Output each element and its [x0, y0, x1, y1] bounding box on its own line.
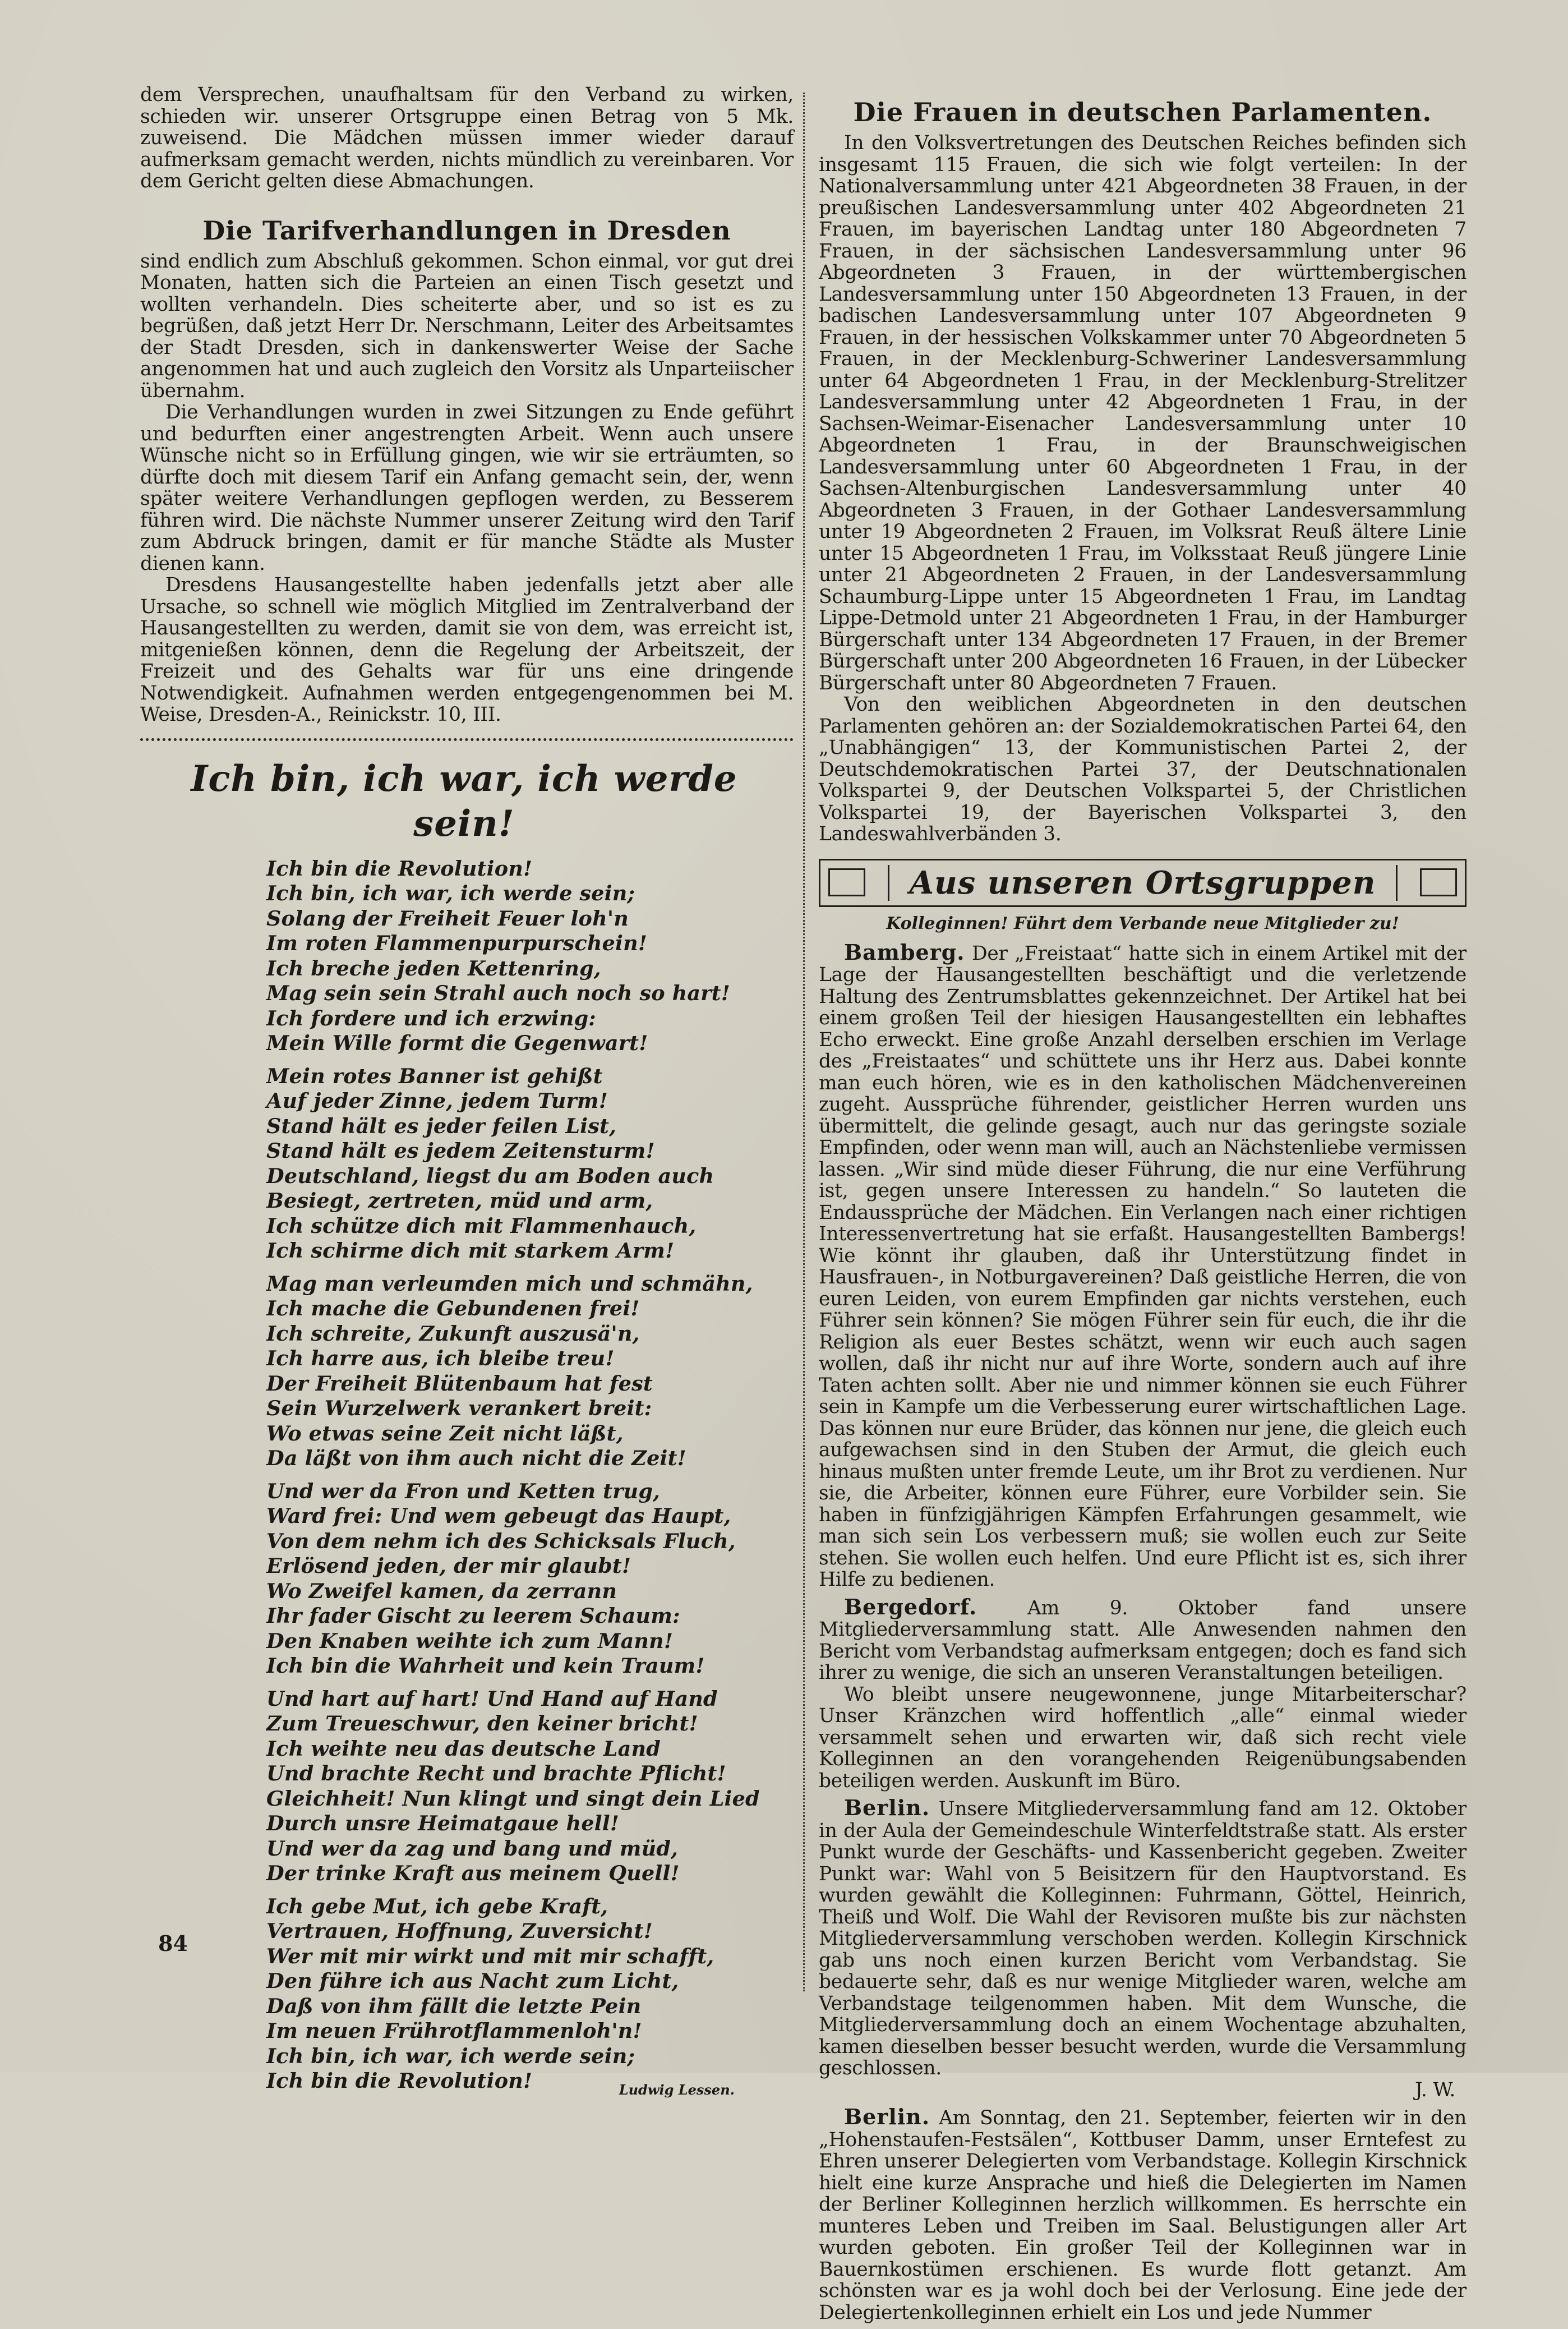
poem-stanza — [266, 1272, 794, 1471]
poem-stanza — [266, 857, 794, 1056]
section-slogan: Kolleginnen! Führt dem Verbande neue Mitglieder zu! — [819, 913, 1466, 935]
poem-line: Durch unsre Heimatgaue hell! — [266, 1811, 794, 1836]
poem-stanza — [266, 1064, 794, 1264]
report-text: Am 9. Oktober fand unsere Mitgliederversammlung statt. Alle Anwesenden nahmen den Bericht vom Verbandstag aufmerksam entgegen; doch es fand sich ihrer zu wenige, die sich an unseren Veranstaltungen beteiligen. — [819, 1597, 1466, 1684]
poem-line: Ich schütze dich mit Flammenhauch, — [266, 1214, 794, 1239]
poem-line: Erlösend jeden, der mir glaubt! — [266, 1554, 794, 1579]
left-column — [140, 84, 794, 2008]
poem-line: Ich fordere und ich erzwing: — [266, 1006, 794, 1032]
poem-line: Deutschland, liegst du am Boden auch — [266, 1164, 794, 1189]
decorative-box-right — [1420, 868, 1457, 896]
poem-stanza — [266, 1687, 794, 1886]
poem-line: Ich bin die Revolution! — [266, 2069, 794, 2094]
article-body-parliaments — [819, 132, 1466, 845]
poem-line: Der trinke Kraft aus meinem Quell! — [266, 1861, 794, 1886]
poem-line: Zum Treueschwur, den keiner bricht! — [266, 1711, 794, 1737]
report-item — [819, 1596, 1466, 1798]
poem-title: Ich bin, ich war, ich werde sein! — [135, 757, 794, 846]
poem-line: Ich weihte neu das deutsche Land — [266, 1737, 794, 1762]
paragraph: sind endlich zum Abschluß gekommen. Schon einmal, vor gut drei Monaten, hatten sich die Parteien an einen Tisch gesetzt und wollten verhandeln. Dies scheiterte aber, und so ist es zu begrüßen, daß jetzt Herr Dr. Nerschmann, Leiter des Arbeitsamtes der Stadt Dresden, sich in dankenswerter Weise der Sache angenommen hat und auch zugleich den Vorsitz als Unparteiischer übernahm. — [140, 251, 794, 402]
poem-author: Ludwig Lessen. — [140, 2082, 735, 2098]
poem-line: Ich schreite, Zukunft auszusä'n, — [266, 1322, 794, 1347]
poem-line: Ich bin, ich war, ich werde sein; — [266, 881, 794, 906]
poem-line: Den Knaben weihte ich zum Mann! — [266, 1629, 794, 1654]
poem-line: Und brachte Recht und brachte Pflicht! — [266, 1761, 794, 1787]
poem-line: Und hart auf hart! Und Hand auf Hand — [266, 1687, 794, 1712]
dotted-divider — [140, 738, 794, 741]
report-signature: J. W. — [819, 2079, 1466, 2101]
poem-line: Der Freiheit Blütenbaum hat fest — [266, 1371, 794, 1397]
paragraph: Von den weiblichen Abgeordneten in den deutschen Parlamenten gehören an: der Sozialdemokratischen Partei 64, den „Unabhängigen“ 13, der Kommunistischen Partei 2, der Deutschdemokratischen Partei 37, der Deutschnationalen Volkspartei 9, der Deutschen Volkspartei 5, der Christlichen Volkspartei 19, der Bayerischen Volkspartei 3, den Landeswahlverbänden 3. — [819, 694, 1466, 845]
poem-stanza — [266, 1894, 794, 2094]
section-header-box — [819, 859, 1466, 907]
poem-line: Mein rotes Banner ist gehißt — [266, 1064, 794, 1089]
poem-line: Da läßt von ihm auch nicht die Zeit! — [266, 1446, 794, 1471]
report-text: Wo bleibt unsere neugewonnene, junge Mitarbeiterschar? Unser Kränzchen wird hoffentlich „alle“ einmal wieder versammelt sehen und erwarten wir, daß sich recht viele Kolleginnen an den vorangehenden Reigenübungsabenden beteiligen werden. Auskunft im Büro. — [819, 1683, 1466, 1792]
report-text: Am Sonntag, den 21. September, feierten wir in den „Hohenstaufen-Festsälen“, Kottbuser Damm, unser Erntefest zu Ehren unserer Delegierten vom Verbandstage. Kollegin Kirschnick hielt eine kurze Ansprache und hieß die Delegierten im Namen der Berliner Kolleginnen herzlich willkommen. Es herrschte ein munteres Leben und Treiben im Saal. Belustigungen aller Art wurden geboten. Ein großer Teil der Kolleginnen war in Bauernkostümen erschienen. Es wurde flott getanzt. Am schönsten war es ja wohl doch bei der Verlosung. Eine jede der Delegiertenkolleginnen erhielt ein Los und jede Nummer — [819, 2107, 1466, 2324]
poem-line: Im neuen Frührotflammenloh'n! — [266, 2019, 794, 2044]
article-heading-parliaments: Die Frauen in deutschen Parlamenten. — [819, 96, 1466, 128]
poem-line: Mein Wille formt die Gegenwart! — [266, 1031, 794, 1056]
poem-line: Im roten Flammenpurpurschein! — [266, 931, 794, 956]
report-paragraph — [819, 942, 1466, 1591]
report-item — [819, 2106, 1466, 2329]
poem-line: Von dem nehm ich des Schicksals Fluch, — [266, 1529, 794, 1554]
poem-line: Ich gebe Mut, ich gebe Kraft, — [266, 1894, 794, 1920]
poem-line: Mag man verleumden mich und schmähn, — [266, 1272, 794, 1297]
poem-line: Ich harre aus, ich bleibe treu! — [266, 1346, 794, 1371]
report-place: Bamberg. — [844, 940, 965, 965]
poem-line: Und wer da Fron und Ketten trug, — [266, 1479, 794, 1504]
report-text: Unsere Mitgliederversammlung fand am 12. Oktober in der Aula der Gemeindeschule Winterfeldtstraße statt. Als erster Punkt wurde der Geschäfts- und Kassenbericht gegeben. Zweiter Punkt war: Wahl von 5 Beisitzern für den Hauptvorstand. Es wurden gewählt die Kolleginnen: Fuhrmann, Göttel, Heinrich, Theiß und Wolf. Die Wahl der Revisoren mußte bis zur nächsten Mitgliederversammlung verschoben werden. Kollegin Kirschnick gab uns noch einen kurzen Bericht vom Verbandstag. Sie bedauerte sehr, daß es nur wenige Mitglieder waren, welche am Verbandstage teilgenommen haben. Mit dem Wunsche, die Mitgliederversammlung doch an einem Wochentage abzuhalten, kamen dieselben besser besucht werden, wurde die Versammlung geschlossen. — [819, 1798, 1466, 2079]
report-place: Berlin. — [844, 1795, 930, 1820]
report-paragraph — [819, 1684, 1466, 1792]
report-item — [819, 1797, 1466, 2106]
paragraph: In den Volksvertretungen des Deutschen Reiches befinden sich insgesamt 115 Frauen, die sich wie folgt verteilen: In der Nationalversammlung unter 421 Abgeordneten 38 Frauen, in der preußischen Landesversammlung unter 402 Abgeordneten 21 Frauen, im bayerischen Landtag unter 180 Abgeordneten 7 Frauen, in der sächsischen Landesversammlung unter 96 Abgeordneten 3 Frauen, in der württembergischen Landesversammlung unter 150 Abgeordneten 13 Frauen, in der badischen Landesversammlung unter 107 Abgeordneten 9 Frauen, in der hessischen Volkskammer unter 70 Abgeordneten 5 Frauen, in der Mecklenburg-Schweriner Landesversammlung unter 64 Abgeordneten 1 Frau, in der Mecklenburg-Strelitzer Landesversammlung unter 42 Abgeordneten 1 Frau, in der Sachsen-Weimar-Eisenacher Landesversammlung unter 10 Abgeordneten 1 Frau, in der Braunschweigischen Landesversammlung unter 60 Abgeordneten 1 Frau, in der Sachsen-Altenburgischen Landesversammlung unter 40 Abgeordneten 3 Frauen, in der Gothaer Landesversammlung unter 19 Abgeordneten 2 Frauen, im Volksrat Reuß ältere Linie unter 15 Abgeordneten 1 Frau, im Volksstaat Reuß jüngere Linie unter 21 Abgeordneten 2 Frauen, in der Landesversammlung Schaumburg-Lippe unter 15 Abgeordneten 1 Frau, im Landtag Lippe-Detmold unter 21 Abgeordneten 1 Frau, in der Hamburger Bürgerschaft unter 134 Abgeordneten 17 Frauen, in der Bremer Bürgerschaft unter 200 Abgeordneten 16 Frauen, in der Lübecker Bürgerschaft unter 80 Abgeordneten 7 Frauen. — [819, 132, 1466, 694]
report-paragraph — [819, 1797, 1466, 2079]
article-body-dresden — [140, 251, 794, 726]
poem-line: Stand hält es jedem Zeitensturm! — [266, 1139, 794, 1164]
poem-line: Ich breche jeden Kettenring, — [266, 956, 794, 982]
poem-line: Gleichheit! Nun klingt und singt dein Lied — [266, 1787, 794, 1812]
local-reports — [819, 942, 1466, 2329]
poem-line: Ich bin die Wahrheit und kein Traum! — [266, 1654, 794, 1679]
report-text: Der „Freistaat“ hatte sich in einem Artikel mit der Lage der Hausangestellten beschäftigt und die verletzende Haltung des Zentrumsblattes gekennzeichnet. Der Artikel hat bei einem großen Teil der hiesigen Hausangestellten ein lebhaftes Echo erweckt. Eine große Anzahl derselben erschien im Verlage des „Freistaates“ und schüttete uns ihr Herz aus. Dabei konnte man euch hören, wie es in den katholischen Mädchenvereinen zugeht. Aussprüche führender, geistlicher Herren wurden uns übermittelt, die gelinde gesagt, auch nur das geringste soziale Empfinden, oder wenn man will, auch an Nächstenliebe vermissen lassen. „Wir sind müde dieser Führung, die nur eine Verführung ist, gegen unsere Interessen zu handeln.“ So lauteten die Endaussprüche der Mädchen. Ein Verlangen nach einer richtigen Interessenvertretung hat sie erfaßt. Hausangestellten Bambergs! Wie könnt ihr glauben, daß ihr Unterstützung findet in Hausfrauen-, in Notburgavereinen? Daß geistliche Herren, die von euren Leiden, von eurem Empfinden gar nichts verstehen, euch Führer sein können? Sie mögen Führer sein für euch, die ihr die Religion als euer Bestes schätzt, wenn wir euch auch sagen wollen, daß ihr nicht nur auf ihre Worte, sondern auch auf ihre Taten achten sollt. Aber nie und nimmer können sie euch Führer sein in Kampfe um die Verbesserung eurer wirtschaftlichen Lage. Das können nur eure Brüder, das können nur jene, die gleich euch aufgewachsen sind in den Stuben der Armut, die gleich euch hinaus mußten unter fremde Leute, um ihr Brot zu verdienen. Nur sie, die Arbeiter, können eure Führer, eure Vorbilder sein. Sie haben in fünfzigjährigen Kämpfen Erfahrungen gesammelt, wie man sich sein Los verbessern muß; sie wollen euch zur Seite stehen. Sie wollen euch helfen. Und eure Pflicht ist es, sich ihrer Hilfe zu bedienen. — [819, 942, 1466, 1591]
poem — [266, 857, 794, 2094]
poem-line: Vertrauen, Hoffnung, Zuversicht! — [266, 1919, 794, 1944]
poem-line: Ich bin die Revolution! — [266, 857, 794, 882]
paragraph: Die Verhandlungen wurden in zwei Sitzungen zu Ende geführt und bedurften einer angestrengten Arbeit. Wenn auch unsere Wünsche nicht so in Erfüllung gingen, wie wir sie erträumten, so dürfte doch mit diesem Tarif ein Anfang gemacht sein, der, wenn später weitere Verhandlungen gepflogen werden, zu Besserem führen wird. Die nächste Nummer unserer Zeitung wird den Tarif zum Abdruck bringen, damit er für manche Städte als Muster dienen kann. — [140, 402, 794, 574]
section-title: Aus unseren Ortsgruppen — [888, 865, 1398, 901]
article-heading-dresden: Die Tarifverhandlungen in Dresden — [140, 215, 794, 246]
right-column — [819, 84, 1466, 2008]
column-divider — [803, 93, 805, 1991]
report-item — [819, 942, 1466, 1596]
poem-line: Ich schirme dich mit starkem Arm! — [266, 1239, 794, 1264]
poem-line: Den führe ich aus Nacht zum Licht, — [266, 1969, 794, 1994]
poem-line: Wo Zweifel kamen, da zerrann — [266, 1579, 794, 1604]
poem-line: Ward frei: Und wem gebeugt das Haupt, — [266, 1504, 794, 1529]
poem-stanza — [266, 1479, 794, 1679]
poem-line: Ich mache die Gebundenen frei! — [266, 1296, 794, 1322]
poem-line: Besiegt, zertreten, müd und arm, — [266, 1189, 794, 1214]
report-place: Berlin. — [844, 2104, 930, 2129]
decorative-box-left — [828, 868, 865, 896]
report-paragraph — [819, 2106, 1466, 2323]
poem-line: Solang der Freiheit Feuer loh'n — [266, 906, 794, 932]
poem-line: Und wer da zag und bang und müd, — [266, 1836, 794, 1862]
poem-line: Daß von ihm fällt die letzte Pein — [266, 1994, 794, 2019]
page-number: 84 — [158, 1931, 188, 1956]
paragraph: Dresdens Hausangestellte haben jedenfalls jetzt aber alle Ursache, so schnell wie möglich Mitglied im Zentralverband der Hausangestellten zu werden, damit sie von dem, was erreicht ist, mitgenießen können, denn die Regelung der Arbeitszeit, der Freizeit und des Gehalts war für uns eine dringende Notwendigkeit. Aufnahmen werden entgegengenommen bei M. Weise, Dresden-A., Reinickstr. 10, III. — [140, 574, 794, 726]
poem-line: Stand hält es jeder feilen List, — [266, 1114, 794, 1139]
poem-line: Ich bin, ich war, ich werde sein; — [266, 2044, 794, 2069]
poem-line: Auf jeder Zinne, jedem Turm! — [266, 1089, 794, 1114]
poem-line: Mag sein sein Strahl auch noch so hart! — [266, 981, 794, 1006]
intro-paragraph: dem Versprechen, unaufhaltsam für den Verband zu wirken, schieden wir. unserer Ortsgruppe einen Betrag von 5 Mk. zuweisend. Die Mädchen müssen immer wieder darauf aufmerksam gemacht werden, nichts mündlich zu vereinbaren. Vor dem Gericht gelten diese Abmachungen. — [140, 84, 794, 192]
poem-line: Sein Wurzelwerk verankert breit: — [266, 1396, 794, 1421]
poem-line: Wer mit mir wirkt und mit mir schafft, — [266, 1944, 794, 1969]
poem-line: Wo etwas seine Zeit nicht läßt, — [266, 1421, 794, 1447]
report-place: Bergedorf. — [844, 1594, 977, 1619]
poem-line: Ihr fader Gischt zu leerem Schaum: — [266, 1604, 794, 1629]
report-paragraph — [819, 1596, 1466, 1684]
